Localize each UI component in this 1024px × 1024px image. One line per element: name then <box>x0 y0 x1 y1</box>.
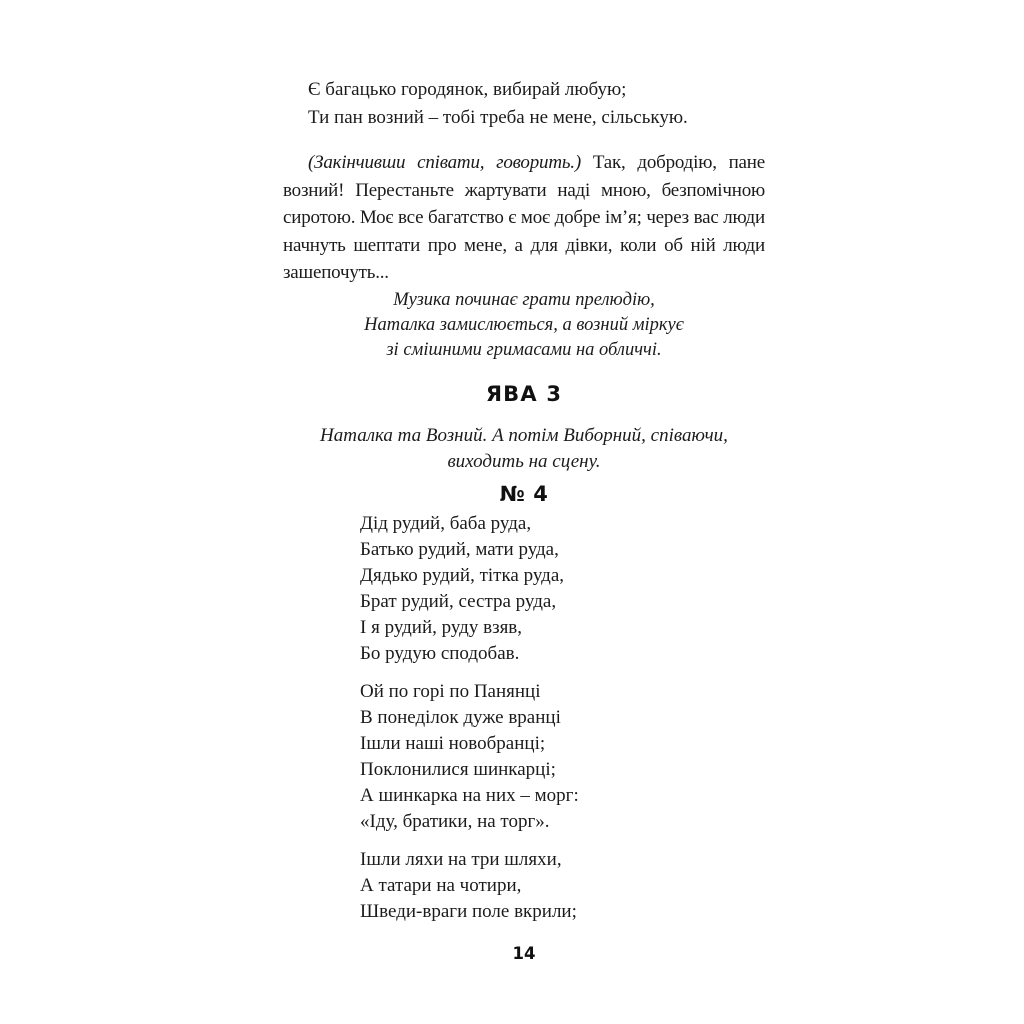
verse-line: Ішли ляхи на три шляхи, <box>360 848 562 870</box>
verse-line: «Іду, братики, на торг». <box>360 810 550 832</box>
verse-line: Бо рудую сподобав. <box>360 642 520 664</box>
stage-direction-line: зі смішними гримасами на обличчі. <box>386 339 662 360</box>
verse-line: В понеділок дуже вранці <box>360 706 561 728</box>
text-block <box>283 76 765 925</box>
verse-line: Шведи-враги поле вкрили; <box>360 900 577 922</box>
dialogue-line: возний! Перестаньте жартувати наді мною, безпомічною <box>283 179 765 201</box>
stage-direction-line: Музика починає грати прелюдію, <box>393 289 655 310</box>
dialogue-line: начнуть шептати про мене, а для дівки, коли об ній люди <box>283 234 765 256</box>
stage-direction <box>283 288 765 363</box>
scene-direction-line: Наталка та Возний. А потім Виборний, співаючи, <box>320 424 728 446</box>
dialogue-line: сиротою. Моє все багатство є моє добре ім’я; через вас люди <box>283 207 765 228</box>
verse-line: Брат рудий, сестра руда, <box>360 590 557 612</box>
dialogue-line: зашепочуть... <box>283 262 389 283</box>
verse-line: Ішли наші новобранці; <box>360 732 546 754</box>
song-stanza <box>360 679 765 835</box>
verse-line: Ой по горі по Панянці <box>360 680 541 702</box>
song-number-heading: № 4 <box>499 481 549 506</box>
stage-direction-line: Наталка замислюється, а возний міркує <box>364 314 684 335</box>
verse-line: Дід рудий, баба руда, <box>360 512 532 534</box>
song-couplet-line: Ти пан возний – тобі треба не мене, сільськую. <box>308 107 688 128</box>
stage-cue: (Закінчивши співати, говорить.) <box>308 152 581 173</box>
scene-heading: ЯВА 3 <box>485 381 563 406</box>
scene-direction-line: виходить на сцену. <box>447 450 601 472</box>
dialogue-paragraph <box>283 149 765 287</box>
song-couplet <box>283 76 765 132</box>
verse-line: А татари на чотири, <box>360 874 522 896</box>
verse-line: А шинкарка на них – морг: <box>360 784 579 806</box>
dialogue-line <box>283 149 765 177</box>
verse-line: І я рудий, руду взяв, <box>360 616 523 638</box>
song-couplet-line: Є багацько городянок, вибирай любую; <box>308 79 627 100</box>
verse-line: Батько рудий, мати руда, <box>360 538 559 560</box>
verse-line: Поклонилися шинкарці; <box>360 758 556 780</box>
verse-line: Дядько рудий, тітка руда, <box>360 564 565 586</box>
song-stanza <box>360 847 765 925</box>
dialogue-text: Так, добродію, пане <box>592 152 765 173</box>
page-number: 14 <box>512 944 536 963</box>
scene-direction <box>283 423 765 475</box>
song-stanza <box>360 511 765 667</box>
